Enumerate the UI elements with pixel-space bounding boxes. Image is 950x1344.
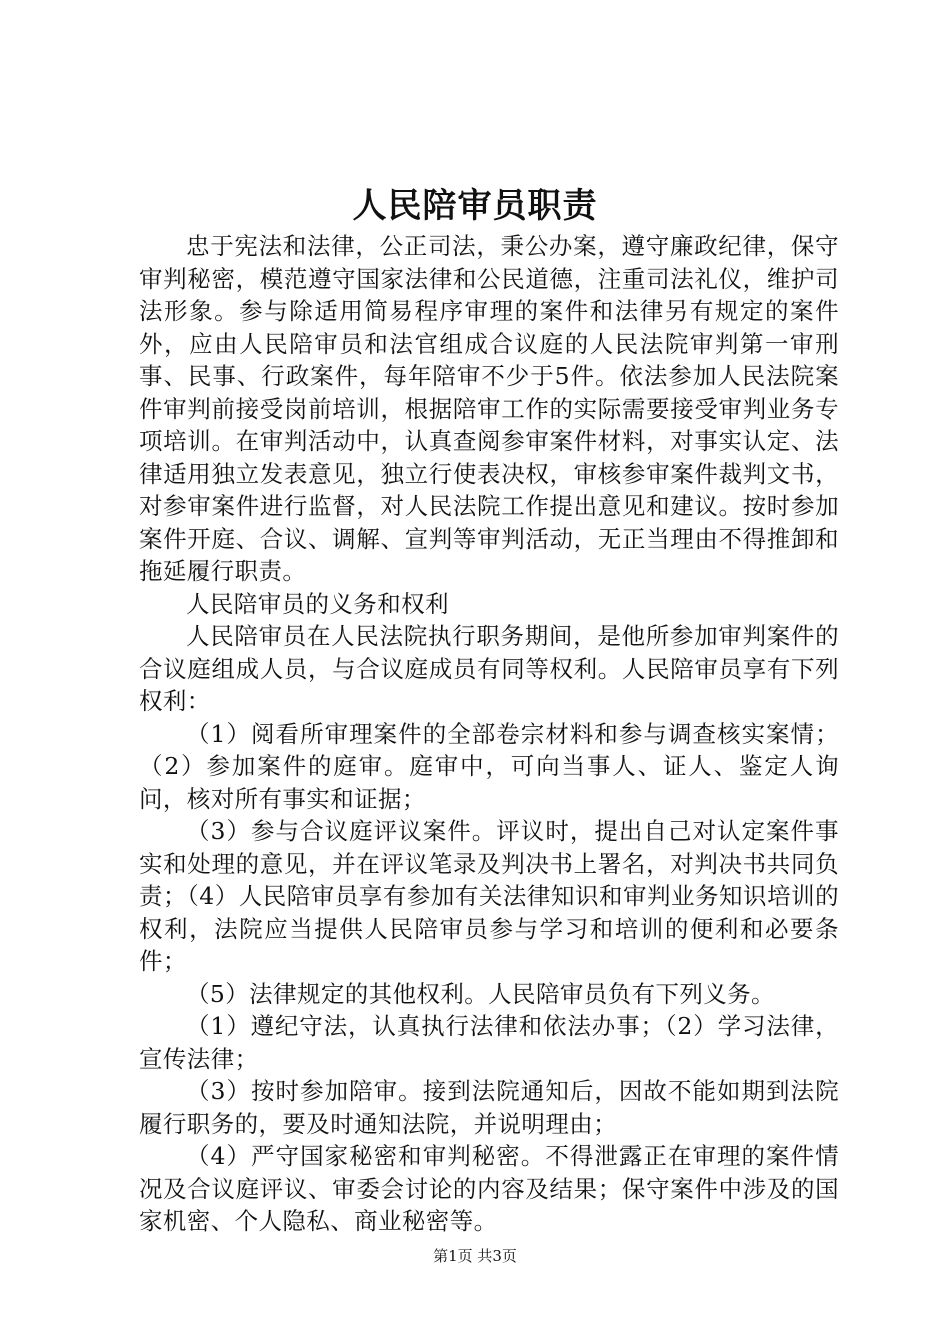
section-heading-obligations-rights: 人民陪审员的义务和权利 [186, 589, 449, 618]
paragraph-rights-intro: 人民陪审员在人民法院执行职务期间，是他所参加审判案件的合议庭组成人员，与合议庭成员有同等权利。人民陪审员享有下列权利： [139, 622, 839, 715]
page-footer: 第1页 共3页 [433, 1247, 517, 1265]
document-body [139, 230, 839, 1238]
paragraph-right-5: （5）法律规定的其他权利。人民陪审员负有下列义务。 [186, 979, 775, 1008]
paragraph-obligation-3: （3）按时参加陪审。接到法院通知后，因故不能如期到法院履行职务的，要及时通知法院，并说明理由； [139, 1077, 839, 1138]
paragraph-obligation-1-2: （1）遵纪守法，认真执行法律和依法办事；（2）学习法律，宣传法律； [139, 1012, 839, 1073]
paragraph-obligation-4: （4）严守国家秘密和审判秘密。不得泄露正在审理的案件情况及合议庭评议、审委会讨论的内容及结果；保守案件中涉及的国家机密、个人隐私、商业秘密等。 [139, 1142, 839, 1235]
paragraph-right-3-4: （3）参与合议庭评议案件。评议时，提出自己对认定案件事实和处理的意见，并在评议笔录及判决书上署名，对判决书共同负责；（4）人民陪审员享有参加有关法律知识和审判业务知识培训的权利，法院应当提供人民陪审员参与学习和培训的便利和必要条件； [139, 817, 839, 975]
document-title: 人民陪审员职责 [352, 186, 598, 226]
paragraph-duties: 忠于宪法和法律，公正司法，秉公办案，遵守廉政纪律，保守审判秘密，模范遵守国家法律和公民道德，注重司法礼仪，维护司法形象。参与除适用简易程序审理的案件和法律另有规定的案件外，应由人民陪审员和法官组成合议庭的人民法院审判第一审刑事、民事、行政案件，每年陪审不少于5件。依法参加人民法院案件审判前接受岗前培训，根据陪审工作的实际需要接受审判业务专项培训。在审判活动中，认真查阅参审案件材料，对事实认定、法律适用独立发表意见，独立行使表决权，审核参审案件裁判文书，对参审案件进行监督，对人民法院工作提出意见和建议。按时参加案件开庭、合议、调解、宣判等审判活动，无正当理由不得推卸和拖延履行职责。 [139, 232, 839, 585]
paragraph-right-1-2: （1）阅看所审理案件的全部卷宗材料和参与调查核实案情；（2）参加案件的庭审。庭审中，可向当事人、证人、鉴定人询问，核对所有事实和证据； [139, 719, 839, 813]
